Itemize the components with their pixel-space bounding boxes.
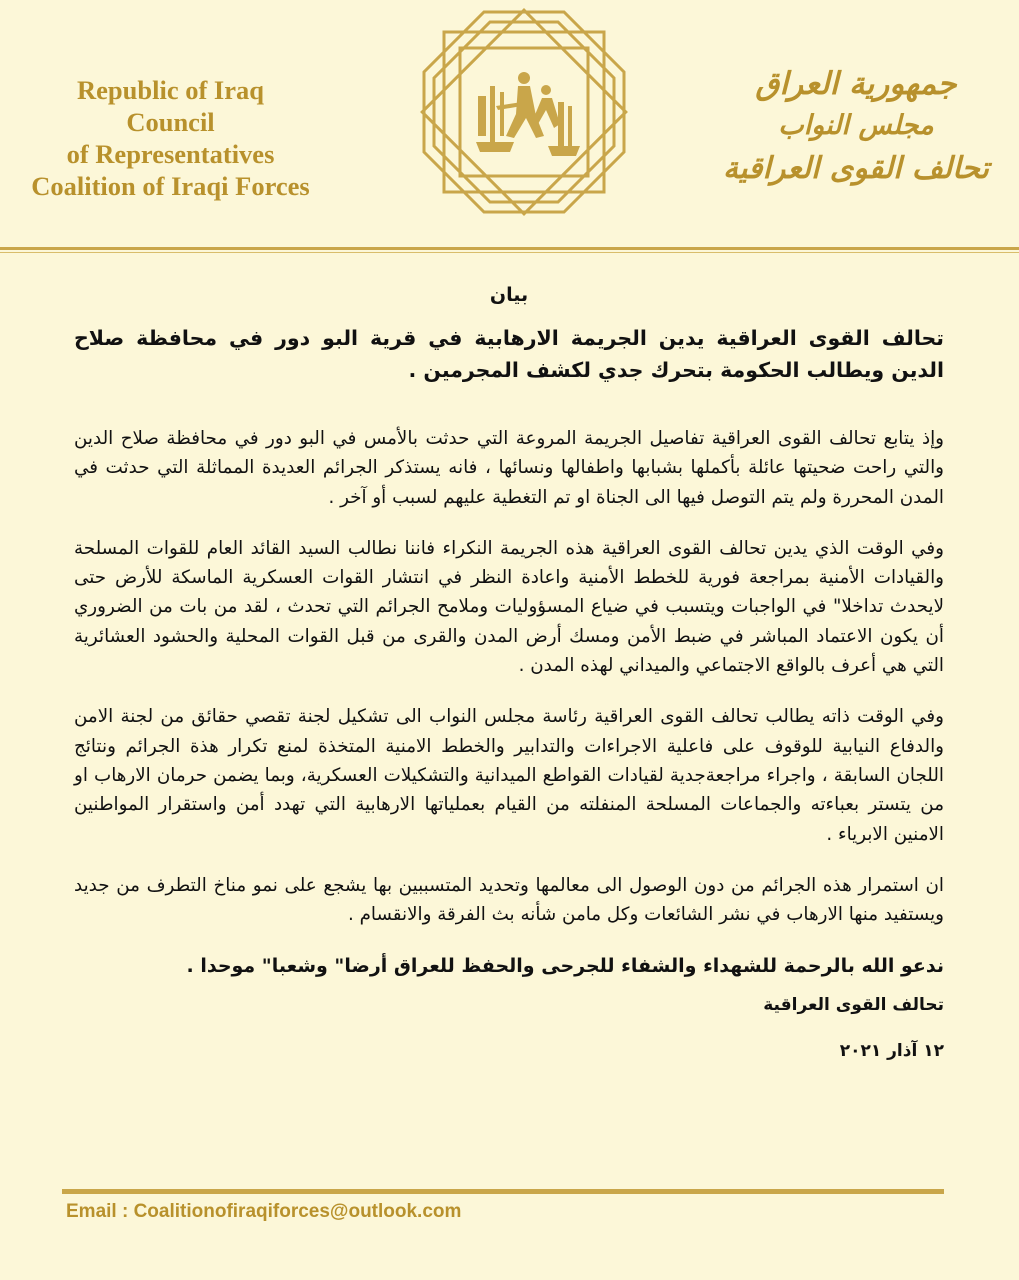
paragraph-2: وفي الوقت الذي يدين تحالف القوى العراقية هذه الجريمة النكراء فاننا نطالب السيد القائد العام للقوات المسلحة والقيادات الأمنية بمراجعة فورية للخطط الأمنية واعادة النظر في انتشار القوات العسكرية الماسكة للأرض حتى لايحدث تداخلا" في الواجبات ويتسبب في ضياع المسؤوليات وملامح الجرائم التي تحدث ، لقد من بات من الضروري أن يكون الاعتماد المباشر في ضبط الأمن ومسك أرض المدن والقرى من قبل القوات المحلية والحشود العشائرية التي هي أعرف بالواقع الاجتماعي والميداني لهذه المدن . — [74, 537, 944, 677]
paragraph-1: وإذ يتابع تحالف القوى العراقية تفاصيل الجريمة المروعة التي حدثت بالأمس في البو دور في محافظة صلاح الدين والتي راحت ضحيتها عائلة بأكملها بشبابها واطفالها ونسائها ، فانه يستذكر الجرائم العديدة المماثلة التي حدثت في المدن المحررة ولم يتم التوصل فيها الى الجناة او تم التغطية عليهم لسبب أو آخر . — [74, 428, 944, 508]
letterhead-header — [0, 0, 1019, 240]
footer-divider — [62, 1189, 944, 1194]
statement-headline: تحالف القوى العراقية يدين الجريمة الارهابية في قرية البو دور في محافظة صلاح الدين ويطالب الحكومة بتحرك جدي لكشف المجرمين . — [74, 326, 944, 382]
header-divider — [0, 247, 1019, 250]
statement-body — [74, 280, 944, 1065]
english-line-2: Council — [126, 107, 215, 137]
arabic-line-2: مجلس النواب — [778, 110, 934, 141]
english-line-1: Republic of Iraq — [77, 75, 264, 105]
paragraph-4: ان استمرار هذه الجرائم من دون الوصول الى معالمها وتحديد المتسببين بها يشجع على نمو مناخ التطرف من جديد ويستفيد منها الارهاب في نشر الشائعات وكل مامن شأنه بث الفرقة والانقسام . — [74, 874, 944, 926]
statement-label: بيان — [489, 284, 529, 306]
arabic-line-1: جمهورية العراق — [755, 66, 957, 102]
header-divider-thin — [0, 252, 1019, 253]
arabic-letterhead — [721, 62, 991, 192]
english-line-4: Coalition of Iraqi Forces — [31, 171, 310, 201]
closing-prayer: ندعو الله بالرحمة للشهداء والشفاء للجرحى والحفظ للعراق أرضا" وشعبا" موحدا . — [186, 955, 944, 978]
signature: تحالف القوى العراقية — [763, 995, 944, 1016]
english-letterhead — [8, 74, 333, 202]
statement-date: ١٢ آذار ٢٠٢١ — [839, 1041, 944, 1062]
footer-email[interactable]: Email : Coalitionofiraqiforces@outlook.com — [66, 1201, 462, 1222]
paragraph-3: وفي الوقت ذاته يطالب تحالف القوى العراقية رئاسة مجلس النواب الى تشكيل لجنة تقصي حقائق من لجنة الامن والدفاع النيابية للوقوف على فاعلية الاجراءات والتدابير والخطط الامنية المتخذة لمنع تكرار هذة الجرائم ونتائج اللجان السابقة ، واجراء مراجعةجدية لقيادات القواطع الميدانية والتشكيلات العسكرية، وبما يضمن حرمان الارهاب او من يتستر بعباءته والجماعات المسلحة المنفلته من القيام بعملياتها الارهابية التي تهدد أمن واستقرار المواطنين الامنين الابرياء . — [74, 706, 944, 845]
iraq-parliament-emblem-icon — [418, 6, 630, 218]
english-line-3: of Representatives — [66, 139, 275, 169]
arabic-line-3: تحالف القوى العراقية — [723, 151, 989, 186]
